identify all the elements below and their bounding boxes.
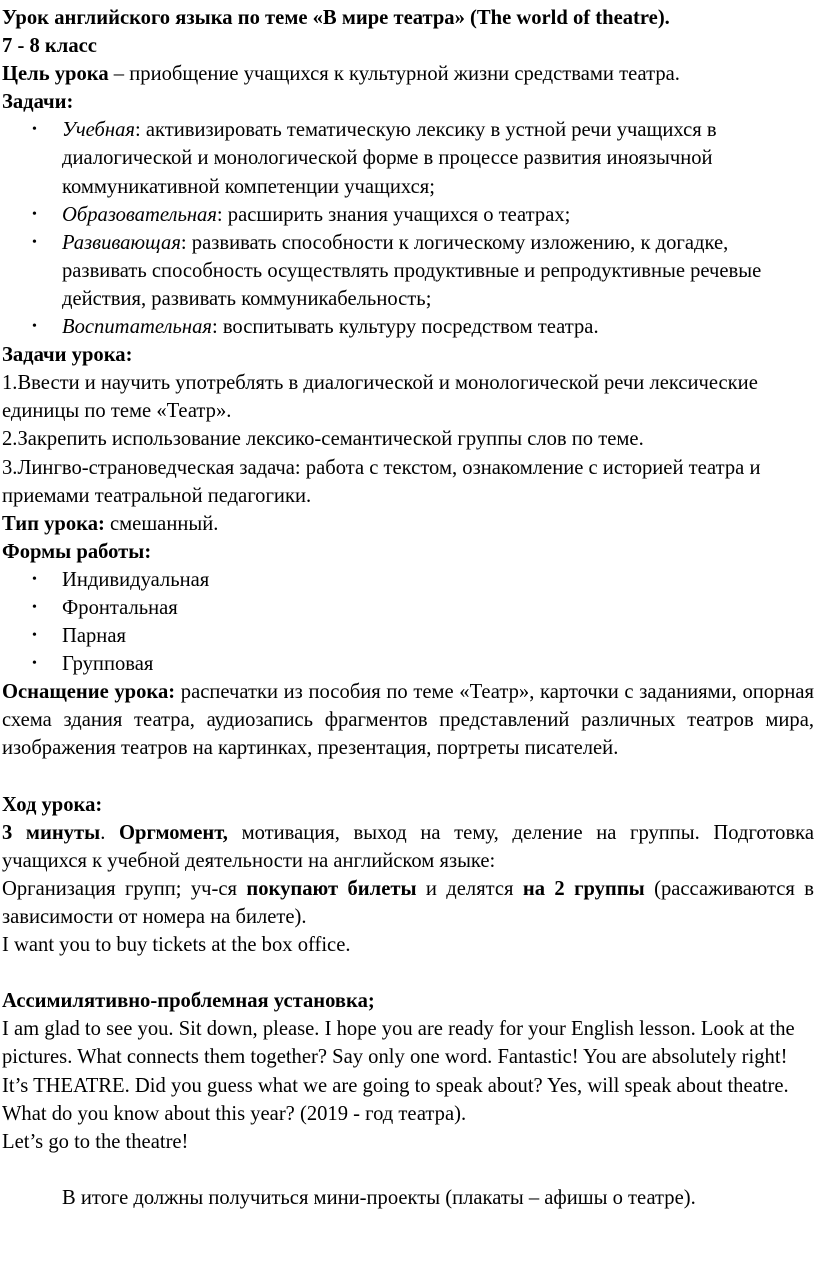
setup-heading: Ассимилятивно-проблемная установка; <box>2 990 375 1013</box>
list-item: • Групповая <box>2 650 814 678</box>
tasks-list <box>2 116 814 341</box>
lesson-type: Тип урока: смешанный. <box>2 512 219 535</box>
lesson-grade: 7 - 8 класс <box>2 35 97 58</box>
groups-paragraph: Организация групп; уч-ся покупают билеты и делятся на 2 группы (рассаживаются в зависимости от номера на билете). <box>2 877 814 928</box>
lesson-task-item: 2.Закрепить использование лексико-семантической группы слов по теме. <box>2 428 644 451</box>
tasks-heading: Задачи: <box>2 91 74 114</box>
lesson-task-item: 1.Ввести и научить употреблять в диалогической и монологической речи лексические единицы по теме «Театр». <box>2 372 758 423</box>
lesson-title: Урок английского языка по теме «В мире театра» (The world of theatre). <box>2 7 670 29</box>
spacer <box>2 1156 814 1184</box>
forms-list <box>2 566 814 678</box>
tickets-line: I want you to buy tickets at the box office. <box>2 934 351 957</box>
lesson-tasks-heading: Задачи урока: <box>2 344 133 367</box>
list-item: • Парная <box>2 622 814 650</box>
setup-line: I am glad to see you. Sit down, please. I hope you are ready for your English lesson. Look at the pictures. What connects them together? Say only one word. Fantastic! You are absolutely right! It’s THEATRE. Did you guess what we are going to speak about? Yes, will speak about theatre. <box>2 1018 795 1097</box>
list-item: • Образовательная: расширить знания учащихся о театрах; <box>2 201 814 229</box>
lesson-equipment: Оснащение урока: распечатки из пособия по теме «Театр», карточки с заданиями, опорная схема здания театра, аудиозапись фрагментов представлений различных театров мира, изображения театров на картинках, презентация, портреты писателей. <box>2 681 815 760</box>
forms-heading: Формы работы: <box>2 540 152 563</box>
step-orgmoment: 3 минуты. Оргмомент, мотивация, выход на тему, деление на группы. Подготовка учащихся к учебной деятельности на английском языке: <box>2 821 815 872</box>
result-line: В итоге должны получиться мини-проекты (плакаты – афишы о театре). <box>62 1186 696 1209</box>
setup-line: What do you know about this year? (2019 - год театра). <box>2 1102 467 1125</box>
setup-line: Let’s go to the theatre! <box>2 1130 189 1153</box>
list-item: • Фронтальная <box>2 594 814 622</box>
list-item: • Индивидуальная <box>2 566 814 594</box>
goal-label: Цель урока <box>2 63 109 86</box>
list-item: • Воспитательная: воспитывать культуру посредством театра. <box>2 313 814 341</box>
lesson-goal <box>2 60 814 88</box>
lesson-task-item: 3.Лингво-страноведческая задача: работа с текстом, ознакомление с историей театра и приемами театральной педагогики. <box>2 456 761 507</box>
list-item: • Развивающая: развивать способности к логическому изложению, к догадке, развивать способность осуществлять продуктивные и репродуктивные речевые действия, развивать коммуникабельность; <box>2 229 814 313</box>
list-item: • Учебная: активизировать тематическую лексику в устной речи учащихся в диалогической и монологической форме в процессе развития иноязычной коммуникативной компетенции учащихся; <box>2 116 814 200</box>
spacer <box>2 959 814 987</box>
goal-text: – приобщение учащихся к культурной жизни средствами театра. <box>108 63 680 86</box>
spacer <box>2 763 814 791</box>
progress-heading: Ход урока: <box>2 793 103 816</box>
